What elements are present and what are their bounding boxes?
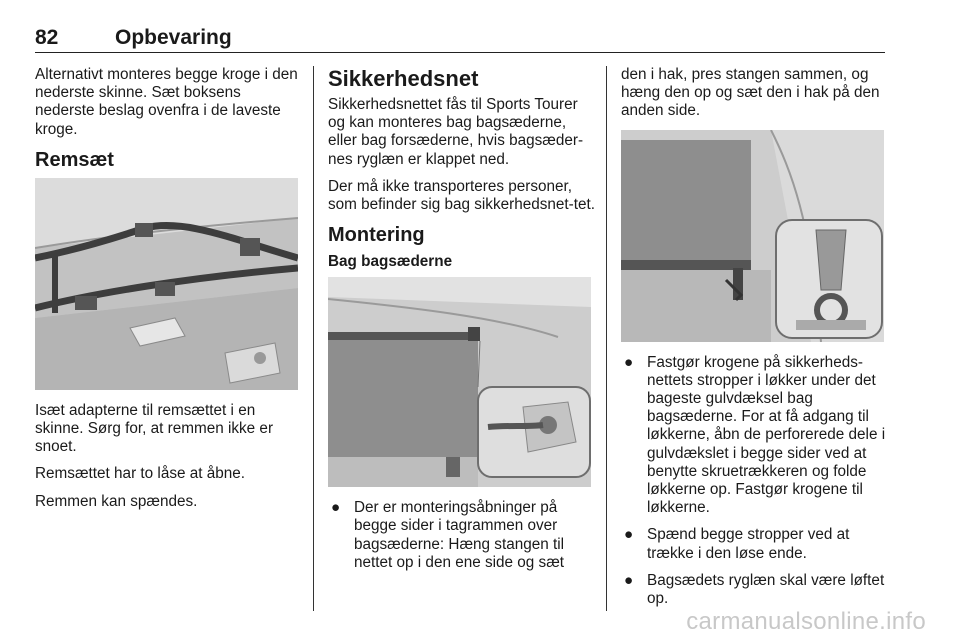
page-number: 82: [35, 26, 59, 49]
intro-paragraph: Alternativt monteres begge kroge i den nederste skinne. Sæt boksens nederste beslag ovenfra i de laveste kroge.: [35, 66, 298, 138]
page-header: [35, 24, 885, 53]
bullet-marker: ●: [624, 571, 634, 589]
paragraph-two-locks: Remsættet har to låse at åbne.: [35, 465, 246, 483]
net-hook-illustration: [621, 130, 884, 342]
list-item: [621, 354, 889, 518]
paragraph-no-persons: Der må ikke transporteres personer, som befinder sig bag sikkerhedsnet-tet.: [328, 177, 595, 214]
list-item: [621, 572, 889, 608]
section-heading-sikkerhedsnet: Sikkerhedsnet: [328, 66, 479, 91]
bullet-text: Bagsædets ryglæn skal være løftet op.: [647, 571, 885, 608]
column-1: [35, 66, 300, 520]
bullet-marker: ●: [624, 526, 634, 544]
strap-kit-illustration: [35, 178, 298, 390]
paragraph-continuation: den i hak, pres stangen sammen, og hæng den op og sæt den i hak på den anden side.: [621, 66, 880, 120]
paragraph-net-availability: Sikkerhedsnettet fås til Sports Tourer og kan monteres bag bagsæderne, eller bag forsæderne, hvis bagsæder-nes ryglæn er klappet ned.: [328, 96, 584, 168]
paragraph-insert-adapters: Isæt adapterne til remsættet i en skinne. Sørg for, at remmen ikke er snoet.: [35, 401, 274, 456]
subsubheading-bag-bagsaederne: Bag bagsæderne: [328, 253, 453, 271]
column-2: [328, 66, 596, 581]
subheading-montering: Montering: [328, 224, 425, 247]
paragraph-tighten: Remmen kan spændes.: [35, 492, 198, 510]
list-item: [621, 526, 889, 562]
bullet-marker: ●: [624, 353, 634, 371]
bullet-text: Der er monteringsåbninger på begge sider i tagrammen over bagsæderne: Hæng stangen til nettet op i den ene side og sæt: [354, 499, 565, 571]
bullet-text: Fastgør krogene på sikkerheds-nettets stropper i løkker under det bageste gulvdæksel bag bagsæderne. For at få adgang til løkkerne, åbn de perforerede dele i gulvdækslet i begge sider ved at benytte skruetrækkeren og folde løkkerne op. Fastgør krogene til løkkerne.: [647, 353, 886, 517]
section-heading-remsaet: Remsæt: [35, 148, 114, 171]
net-mounting-illustration: [328, 277, 591, 487]
column-3: [621, 66, 889, 617]
bullet-text: Spænd begge stropper ved at trække i den løse ende.: [647, 526, 850, 562]
column-divider: [313, 66, 314, 611]
watermark: carmanualsonline.info: [686, 608, 926, 635]
page-title: Opbevaring: [115, 26, 232, 49]
column-divider: [606, 66, 607, 611]
list-item: [328, 499, 596, 572]
bullet-marker: ●: [331, 499, 341, 517]
